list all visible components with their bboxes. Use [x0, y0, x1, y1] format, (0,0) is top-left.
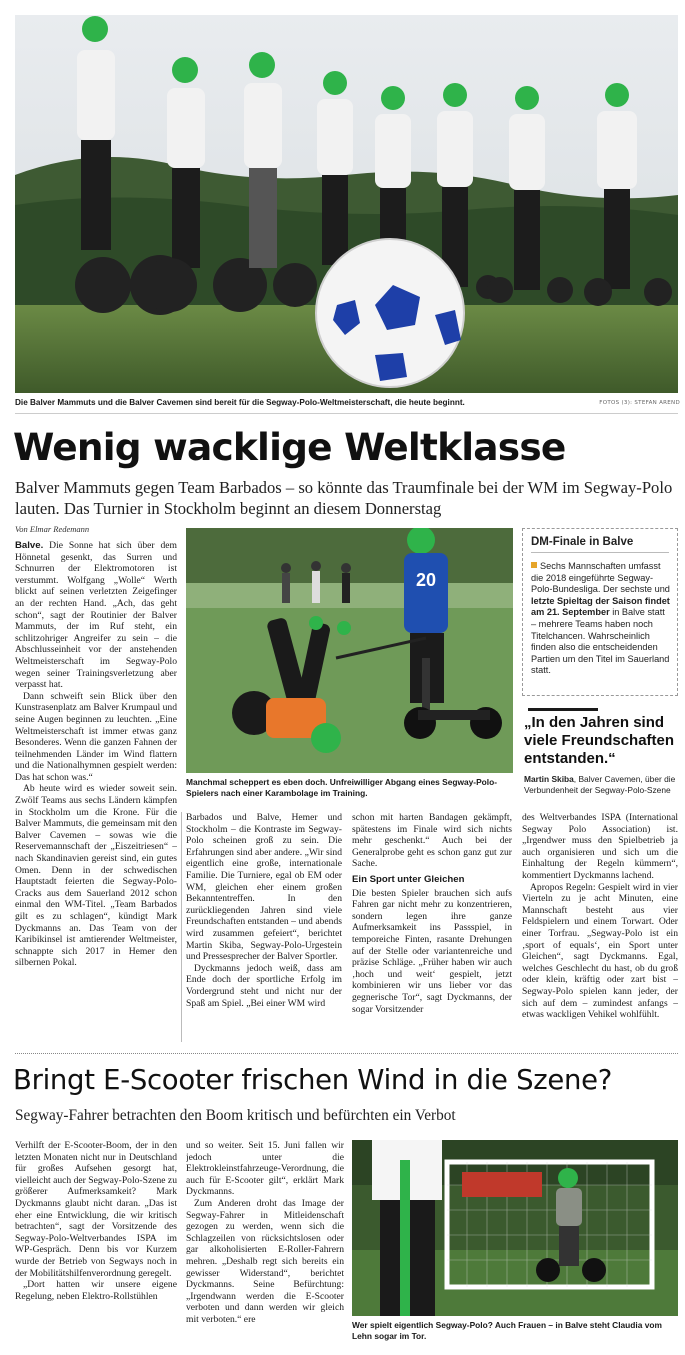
- training-photo-caption: Manchmal scheppert es eben doch. Unfreiwilliger Abgang eines Segway-Polo-Spielers nach einer Karambolage im Training.: [186, 777, 498, 798]
- divider-top: [15, 413, 678, 414]
- quote-attribution: [524, 774, 680, 795]
- quote-rule: [528, 708, 598, 711]
- col1-paragraph-1: [15, 540, 177, 691]
- article2-column-1: [15, 1140, 177, 1345]
- training-photo: [186, 528, 513, 773]
- hero-caption: Die Balver Mammuts und die Balver Cavemen sind bereit für die Segway-Polo-Weltmeisterschaft, die heute beginnt.: [15, 398, 465, 407]
- article2-subhead: Segway-Fahrer betrachten den Boom kritisch und befürchten ein Verbot: [15, 1107, 456, 1124]
- col1-paragraph-3: Ab heute wird es wieder soweit sein. Zwölf Teams aus sechs Ländern kämpfen in Stockholm um die Krone. Für die Balver Mammuts, die gemeinsam mit den Balver Cavemen – sowas wie die Reservemannschaft der „Eiszeitriesen“ – nach Skandinavien gereist sind, ein gutes Omen. Denn in der schwedischen Hauptstadt feierten die Segway-Polo-Cracks aus dem Sauerland 2012 schon einmal den WM-Titel. „Team Barbados gilt es zu schlagen“, kündigt Mark Dyckmanns an. Das Team von der Karibikinsel ist amtierender Weltmeister, schnappte sich 2017 in Hemer den silbernen Pokal.: [15, 783, 177, 969]
- article-divider: [15, 1053, 678, 1054]
- a2-col1-paragraph-1: Verhilft der E-Scooter-Boom, der in den letzten Monaten nicht nur in Deutschland für großes Aufsehen gesorgt hat, vielleicht auch der Segway-Polo-Szene zu größerer Aufmerksamkeit? Mark Dyckmanns glaubt nicht daran. „Das ist eher eine Entwicklung, die wir kritisch betrachten“, sagt der Vorsitzende des Segway-Polo-Weltverbandes ISPA im WP-Gespräch. Denn bis vor Kurzem wurde der Betrieb von Segways noch in der Mobilitätshilfenverordnung geregelt.: [15, 1140, 177, 1279]
- quote-author: Martin Skiba: [524, 774, 574, 784]
- a2-col2-paragraph-2: Zum Anderen droht das Image der Segway-Fahrer in Mitleidenschaft gezogen zu werden, wenn sich die Schlagzeilen von rücksichtslosen oder gar alkoholisierten E-Roller-Fahrern mehren. „Deshalb regt sich bereits ein gewisser Widerstand“, berichtet Dyckmanns. Seine Befürchtung: „Irgendwann werden die E-Scooter verboten und dann werden wir gleich mit verboten.“ ere: [186, 1197, 344, 1325]
- infobox-bullet: [531, 562, 537, 568]
- col3-subhead: Ein Sport unter Gleichen: [352, 873, 465, 885]
- article2-column-2: [186, 1140, 344, 1345]
- infobox-text-bold: letzte Spieltag der Saison findet am 21. September: [531, 595, 670, 618]
- article1-column-3: [352, 812, 512, 1044]
- training-photo-graphic: [186, 528, 513, 773]
- headline: Wenig wacklige Weltklasse: [13, 425, 566, 469]
- article1-column-4: [522, 812, 678, 1044]
- hero-photo: [15, 15, 678, 393]
- infobox: [522, 528, 678, 696]
- photo-credit: FOTOS (3): STEFAN AREND: [599, 400, 680, 406]
- col2-paragraph-1: Barbados und Balve, Hemer und Stockholm – die Kontraste im Segway-Polo scheinen groß zu sein. Die Erfahrungen sind aber andere. „Wir sind eigentlich eine große, internationale Familie. Die Turniere, egal ob EM oder WM, gleichen eher einem großen Bekanntentreffen. In den zurückliegenden Jahren sind viele Freundschaften entstanden – und abends wird zusammen gefeiert“, berichtet Martin Skiba, Segway-Polo-Urgestein und Pressesprecher der Balver Sportler.: [186, 812, 342, 963]
- goalkeeper-photo: [352, 1140, 678, 1316]
- quote-text: „In den Jahren sind viele Freundschaften entstanden.“: [524, 714, 675, 767]
- col1-p1-text: Die Sonne hat sich über dem Hönnetal gesenkt, das Surren und Schnurren der Elektromotoren ist verstummt. Wolfgang „Wolle“ Werth blickt auf seinen verletzten Zeigefinger an der rechten Hand. „Ach, das geht schon“, sagt der Routinier der Balver Mammuts, der im Ruf steht, ein schlitzohriger Angreifer zu sein – die Abschlusseinheit vor der anstehenden Weltmeisterschaft im Segway-Polo wegen seiner Trainingsverletzung aber verpasst hat.: [15, 540, 177, 691]
- byline: Von Elmar Redemann: [15, 524, 90, 534]
- col4-paragraph-1: des Weltverbandes ISPA (International Segway Polo Association) ist. „Irgendwer muss den Spielbetrieb ja auch organisieren und sich um die Einhaltung der Regeln kümmern“, kommentiert Dyckmanns lachend.: [522, 812, 678, 881]
- column-divider: [181, 812, 182, 1042]
- quote-attribution-text: , Balver Cavemen, über die Verbundenheit der Segway-Polo-Szene: [524, 774, 676, 795]
- infobox-title: DM-Finale in Balve: [531, 536, 634, 548]
- goalkeeper-photo-caption: Wer spielt eigentlich Segway-Polo? Auch Frauen – in Balve steht Claudia vom Lehn sogar im Tor.: [352, 1320, 662, 1341]
- col3-paragraph-2: Die besten Spieler brauchen sich aufs Fahren gar nicht mehr zu konzentrieren, sondern legen ihre ganze Aufmerksamkeit ins Passspiel, in temporeiche Finten, rasante Drehungen auf der Stelle oder variantenreiche und präzise Schläge. „Früher haben wir auch ‚hoch und weit‘ gespielt, jetzt kombinieren wir uns lieber vor das gegnerische Tor“, sagt Dyckmanns, der sogar Vorsitzender: [352, 887, 512, 1015]
- a2-col2-paragraph-1: und so weiter. Seit 15. Juni fallen wir jedoch unter die Elektrokleinstfahrzeuge-Verordnung, die auch für E-Scooter gilt“, erklärt Mark Dyckmanns.: [186, 1140, 344, 1198]
- col3-paragraph-1: schon mit harten Bandagen gekämpft, spätestens im Finale wird sich nichts mehr geschenkt.“ Auch bei der Generalprobe geht es schon ganz gut zur Sache.: [352, 812, 512, 870]
- player-shirt-number: 20: [415, 570, 437, 590]
- a2-col1-paragraph-2: „Dort hatten wir unsere eigene Regelung, neben Elektro-Rollstühlen: [15, 1279, 177, 1302]
- infobox-text: [531, 561, 671, 677]
- infobox-text-after: in Balve statt – mehrere Teams haben noch Titelchancen. Wahrscheinlich finden also die entscheidenden Partien um den Titel im Sauerland statt.: [531, 607, 670, 676]
- hero-photo-graphic: [15, 15, 678, 393]
- article1-column-2: [186, 812, 342, 1044]
- col4-paragraph-2: Apropos Regeln: Gespielt wird in vier Vierteln zu je acht Minuten, eine Mannschaft besteht aus vier Feldspielern und einem Torwart. Oder einer Torfrau. „Segway-Polo ist ein ‚sport of equals‘, ein Sport unter Gleichen“, sagt Dyckmanns. Egal, welches Geschlecht du hast, ob du groß oder klein, kräftig oder zart bist – Segway-Polo spielen kann jeder, der sich auf dem – zumindest anfangs – etwas wackligen Vehikel wohlfühlt.: [522, 881, 678, 1021]
- goalkeeper-photo-graphic: [352, 1140, 678, 1316]
- col2-paragraph-2: Dyckmanns jedoch weiß, dass am Ende doch der sportliche Erfolg im Vordergrund steht und nicht nur der Spaß am Spiel. „Bei einer WM wird: [186, 962, 342, 1009]
- col1-paragraph-2: Dann schweift sein Blick über den Kunstrasenplatz am Balver Krumpaul und seine Augen beginnen zu leuchten. „Eine Weltmeisterschaft ist immer etwas ganz Besonderes. Wenn die ganzen Fahnen der teilnehmenden Länder im Wind flattern und die Nationalhymnen gespielt werden: Das hat schon was.“: [15, 690, 177, 783]
- subhead: Balver Mammuts gegen Team Barbados – so könnte das Traumfinale bei der WM im Segway-Polo lauten. Das Turnier in Stockholm beginnt an diesem Donnerstag: [15, 478, 673, 518]
- dateline: Balve.: [15, 540, 44, 551]
- article2-headline: Bringt E-Scooter frischen Wind in die Szene?: [13, 1064, 613, 1096]
- infobox-text-before: Sechs Mannschaften umfasst die 2018 eingeführte Segway-Polo-Bundesliga. Der sechste und: [531, 561, 670, 595]
- article1-column-1: [15, 540, 177, 1050]
